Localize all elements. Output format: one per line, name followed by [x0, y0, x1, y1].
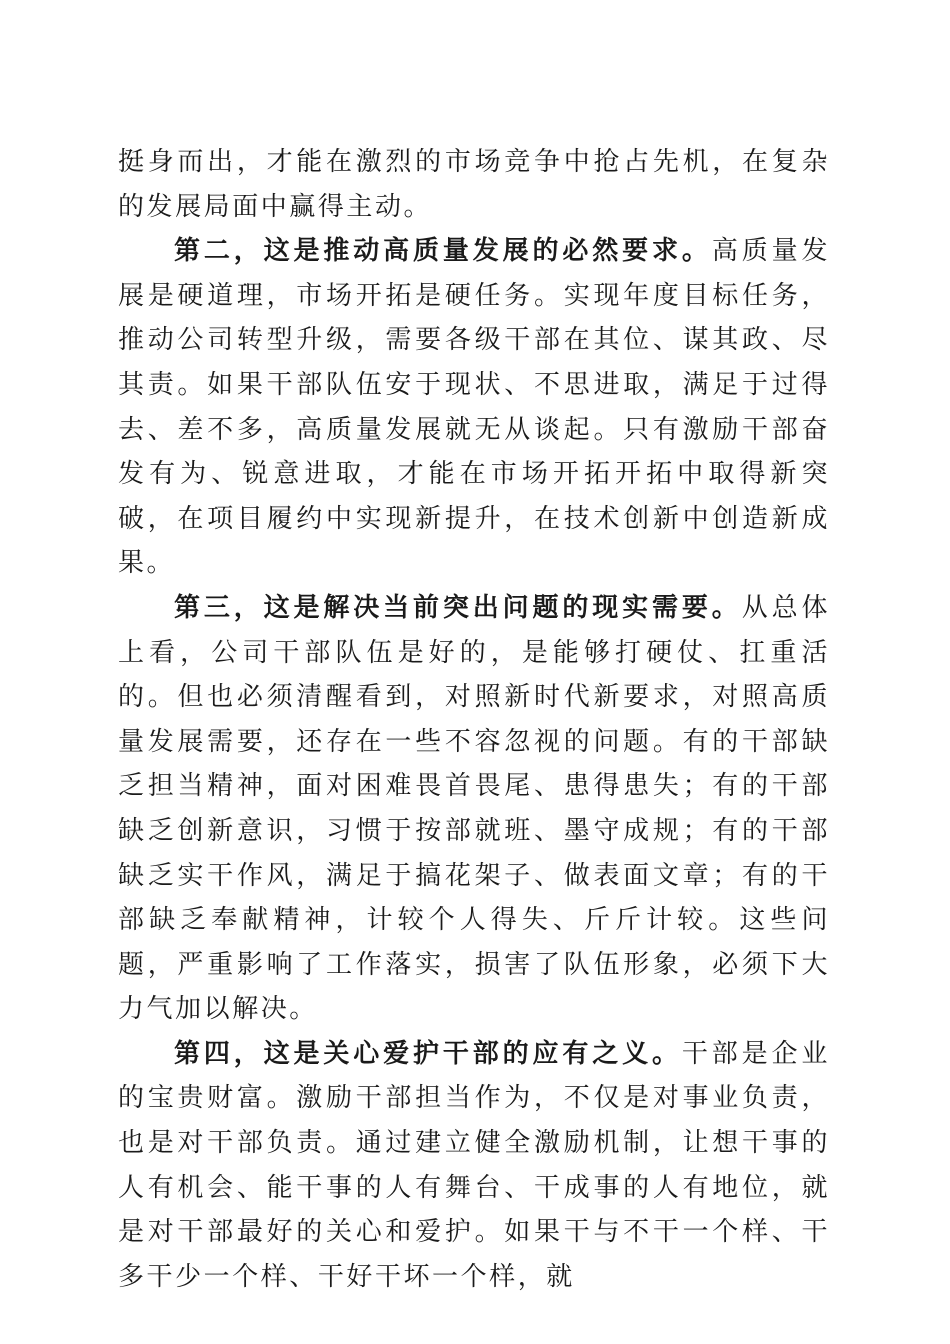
- paragraph-second-point: [118, 229, 830, 586]
- paragraph-heading: 第三，这是解决当前突出问题的现实需要。: [174, 592, 742, 623]
- paragraph-third-point: [118, 586, 830, 1032]
- paragraph-body: 从总体上看，公司干部队伍是好的，是能够打硬仗、扛重活的。但也必须清醒看到，对照新时代新要求，对照高质量发展需要，还存在一些不容忽视的问题。有的干部缺乏担当精神，面对困难畏首畏尾、患得患失；有的干部缺乏创新意识，习惯于按部就班、墨守成规；有的干部缺乏实干作风，满足于搞花架子、做表面文章；有的干部缺乏奉献精神，计较个人得失、斤斤计较。这些问题，严重影响了工作落实，损害了队伍形象，必须下大力气加以解决。: [118, 592, 830, 1025]
- paragraph-heading: 第四，这是关心爱护干部的应有之义。: [174, 1038, 682, 1069]
- paragraph-body: 高质量发展是硬道理，市场开拓是硬任务。实现年度目标任务，推动公司转型升级，需要各级干部在其位、谋其政、尽其责。如果干部队伍安于现状、不思进取，满足于过得去、差不多，高质量发展就无从谈起。只有激励干部奋发有为、锐意进取，才能在市场开拓开拓中取得新突破，在项目履约中实现新提升，在技术创新中创造新成果。: [118, 236, 830, 579]
- paragraph-heading: 第二，这是推动高质量发展的必然要求。: [174, 236, 712, 267]
- document-page: [118, 140, 830, 1299]
- paragraph-body: 挺身而出，才能在激烈的市场竞争中抢占先机，在复杂的发展局面中赢得主动。: [118, 147, 830, 222]
- paragraph-body: 干部是企业的宝贵财富。激励干部担当作为，不仅是对事业负责，也是对干部负责。通过建立健全激励机制，让想干事的人有机会、能干事的人有舞台、干成事的人有地位，就是对干部最好的关心和爱护。如果干与不干一个样、干多干少一个样、干好干坏一个样，就: [118, 1038, 830, 1292]
- paragraph-continuation: [118, 140, 830, 229]
- paragraph-fourth-point: [118, 1032, 830, 1300]
